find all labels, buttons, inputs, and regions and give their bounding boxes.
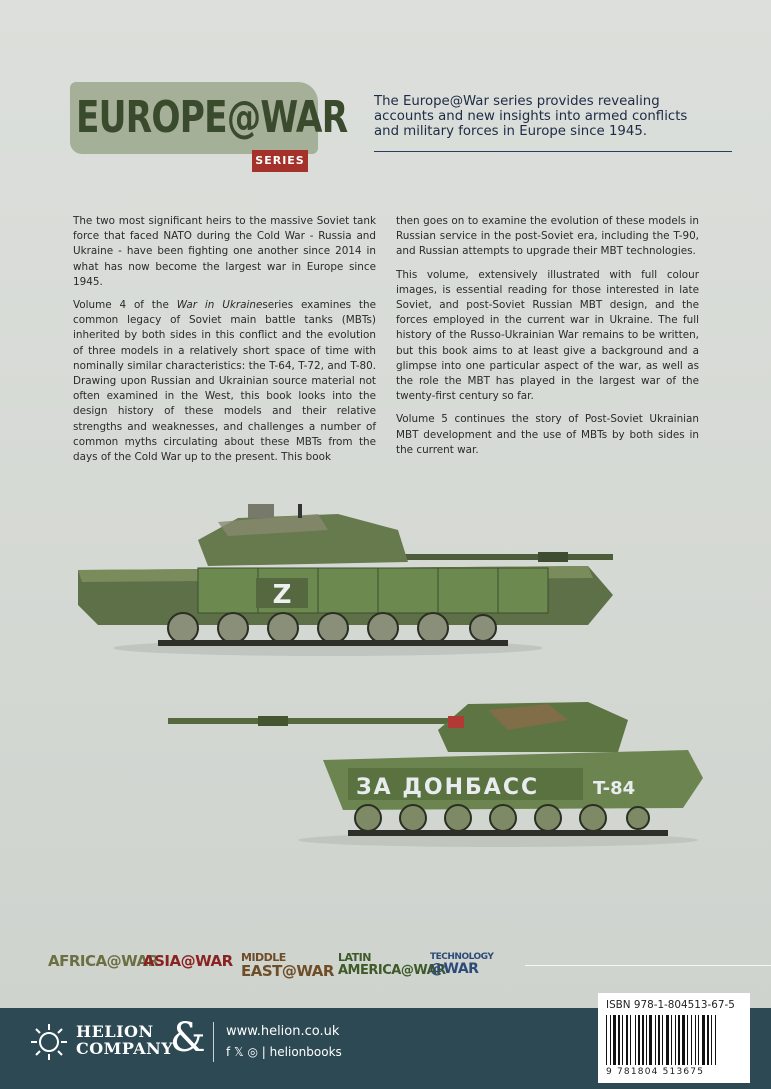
t84-marking: T-84 bbox=[593, 778, 636, 799]
barcode-bar bbox=[658, 1015, 660, 1065]
barcode-bar bbox=[606, 1015, 607, 1065]
series-tagline: The Europe@War series provides revealing accounts and new insights into armed conflicts and military forces in Europe since 1945. bbox=[374, 94, 688, 139]
barcode-bar bbox=[698, 1015, 699, 1065]
barcode-bar bbox=[711, 1015, 712, 1065]
barcode-bar bbox=[715, 1015, 716, 1065]
blurb-column-left bbox=[73, 214, 376, 473]
barcode-bar bbox=[675, 1015, 676, 1065]
barcode-bar bbox=[695, 1015, 696, 1065]
blurb-paragraph-2-cont: then goes on to examine the evolution of these models in Russian service in the post-Soviet era, including the T-90, and Russian attempts to upgrade their MBT technologies. bbox=[396, 215, 699, 258]
barcode-bar bbox=[655, 1015, 656, 1065]
blurb-paragraph-1: The two most significant heirs to the massive Soviet tank force that faced NATO during the Cold War - Russia and Ukraine - have been fighting one another since 2014 in what has now become the largest war in Europe since 1945. bbox=[73, 215, 376, 288]
barcode-bar bbox=[649, 1015, 652, 1065]
latin-america-at-war-logo: LATIN AMERICA@WAR bbox=[338, 951, 446, 978]
tank-illustration-t72 bbox=[68, 500, 623, 660]
barcode-bar bbox=[613, 1015, 616, 1065]
barcode-bar bbox=[646, 1015, 647, 1065]
barcode-icon bbox=[602, 1015, 746, 1067]
publisher-website[interactable]: www.helion.co.uk bbox=[226, 1024, 340, 1039]
barcode-bar bbox=[707, 1015, 709, 1065]
barcode-bar bbox=[618, 1015, 620, 1065]
asia-at-war-logo: ASIA@WAR bbox=[143, 952, 233, 970]
barcode-bar bbox=[622, 1015, 623, 1065]
isbn-number: ISBN 978-1-804513-67-5 bbox=[606, 999, 735, 1011]
barcode-bar bbox=[630, 1015, 631, 1065]
tagline-divider bbox=[374, 151, 732, 152]
footer-divider bbox=[213, 1022, 214, 1062]
blurb-paragraph-4: Volume 5 continues the story of Post-Soviet Ukrainian MBT development and the use of MBTs by both sides in the current war. bbox=[396, 413, 699, 456]
publisher-social-handle[interactable]: f 𝕏 ◎ | helionbooks bbox=[226, 1045, 342, 1059]
tank-illustration-t64 bbox=[168, 690, 728, 850]
z-marking: Z bbox=[272, 580, 292, 610]
barcode-bar bbox=[678, 1015, 680, 1065]
barcode-bar bbox=[682, 1015, 685, 1065]
barcode-bar bbox=[638, 1015, 640, 1065]
barcode-bar bbox=[702, 1015, 705, 1065]
publisher-ampersand: & bbox=[170, 1015, 206, 1061]
barcode-bar bbox=[635, 1015, 636, 1065]
isbn-digits: 9 781804 513675 bbox=[606, 1067, 705, 1077]
barcode-bar bbox=[691, 1015, 692, 1065]
series-strip-divider bbox=[525, 965, 771, 966]
barcode-bar bbox=[671, 1015, 672, 1065]
blurb-column-right bbox=[396, 214, 699, 466]
barcode-bar bbox=[642, 1015, 644, 1065]
middle-east-at-war-logo: MIDDLE EAST@WAR bbox=[241, 951, 334, 980]
barcode-bar bbox=[662, 1015, 663, 1065]
barcode-bar bbox=[626, 1015, 628, 1065]
za-donbass-slogan: ЗА ДОНБАСС bbox=[356, 775, 540, 800]
barcode-bar bbox=[610, 1015, 611, 1065]
africa-at-war-logo: AFRICA@WAR bbox=[48, 952, 159, 970]
isbn-barcode-box bbox=[598, 993, 750, 1083]
technology-at-war-logo: TECHNOLOGY @WAR bbox=[430, 952, 494, 977]
blurb-paragraph-2: Volume 4 of the War in Ukraineseries examines the common legacy of Soviet main battle tanks (MBTs) inherited by both sides in this conflict and the evolution of three models in a relatively short space of time with nominally similar characteristics: the T-64, T-72, and T-80. Drawing upon Russian and Ukrainian source material not often examined in the West, this book looks into the design history of these models and their relative strengths and weaknesses, and challenges a number of common myths circulating about these MBTs from the days of the Cold War up to the present. This book bbox=[73, 299, 376, 464]
logo-text: EUROPE@WAR bbox=[76, 92, 348, 143]
series-title-italic: War in Ukraine bbox=[176, 299, 263, 312]
barcode-bar bbox=[666, 1015, 669, 1065]
barcode-bar bbox=[687, 1015, 688, 1065]
blurb-paragraph-3: This volume, extensively illustrated with full colour images, is essential reading for those interested in late Soviet, and post-Soviet Russian MBT design, and the forces employed in the current war in Ukraine. The full history of the Russo-Ukrainian War remains to be written, but this book aims to at least give a background and a glimpse into one particular aspect of the war, as well as the role the MBT has played in the largest war of the twenty-first century so far. bbox=[396, 268, 699, 403]
helion-sun-icon bbox=[30, 1023, 68, 1061]
series-badge: SERIES bbox=[252, 150, 308, 172]
publisher-name: HELION COMPANY bbox=[76, 1022, 174, 1058]
